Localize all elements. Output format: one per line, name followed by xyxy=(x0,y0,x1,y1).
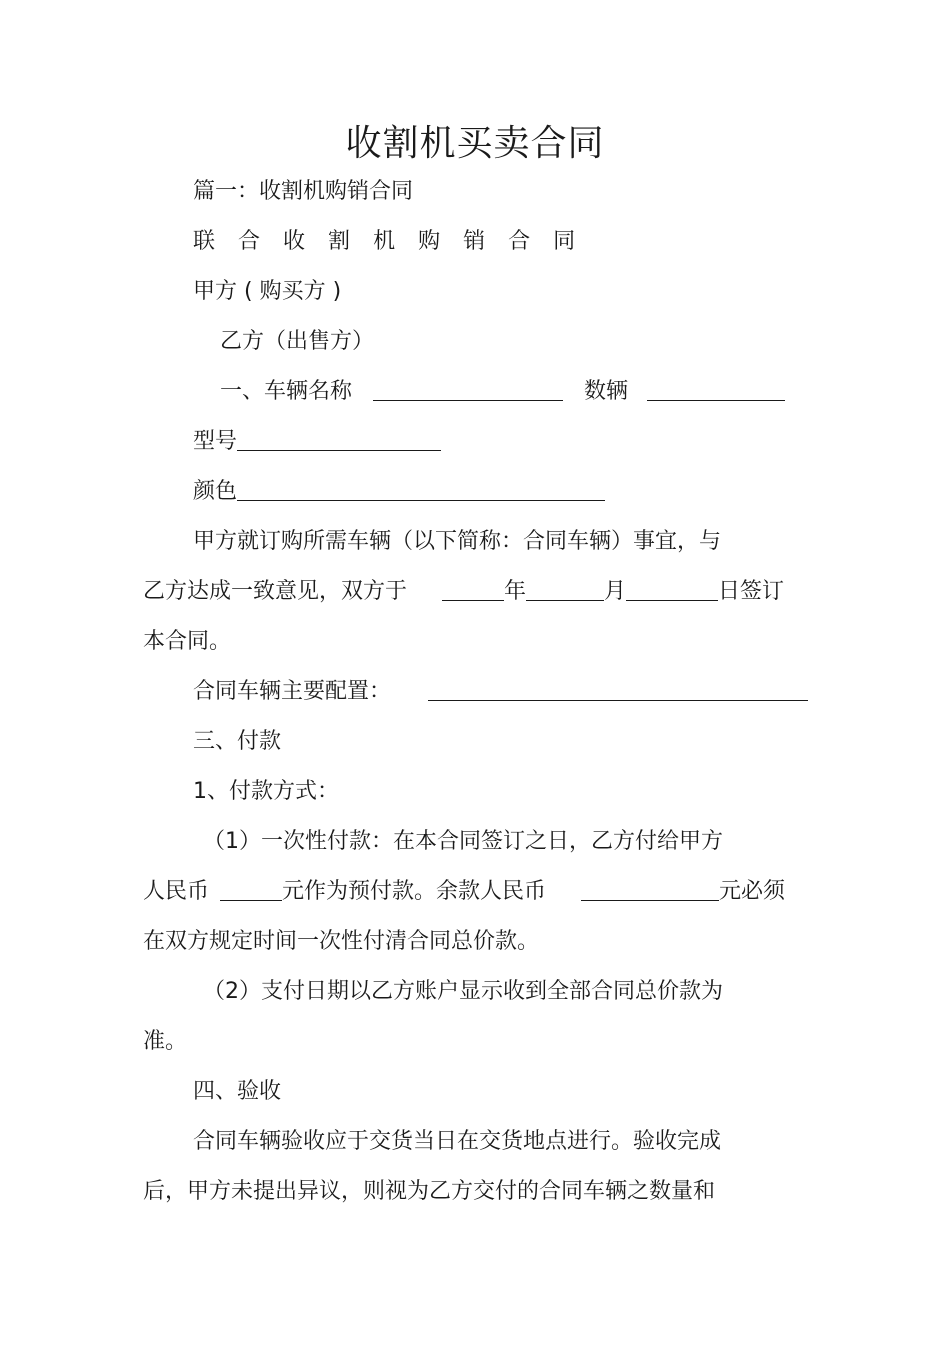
balance-text: 元必须 xyxy=(719,879,786,904)
signing-text: 乙方达成一致意见，双方于 xyxy=(143,579,408,604)
day-label: 日签订 xyxy=(718,579,785,604)
color-label: 颜色 xyxy=(193,479,238,504)
contract-heading-spaced xyxy=(193,226,591,258)
paragraph-line: 本合同。 xyxy=(143,629,232,654)
heading-char: 收 xyxy=(283,229,306,254)
configuration-blank xyxy=(428,676,808,701)
heading-char: 联 xyxy=(193,229,216,254)
model-label: 型号 xyxy=(193,429,238,454)
model-blank xyxy=(237,426,441,451)
configuration-label: 合同车辆主要配置： xyxy=(193,679,392,704)
vehicle-name-blank xyxy=(373,376,563,401)
subsection-heading: 1、付款方式： xyxy=(193,779,339,804)
vehicle-name-line xyxy=(220,376,785,408)
paragraph-line: 合同车辆验收应于交货当日在交货地点进行。验收完成 xyxy=(193,1129,722,1154)
configuration-line xyxy=(193,676,808,708)
party-a-line: 甲方 ( 购买方 ) xyxy=(193,279,342,304)
section-heading: 四、验收 xyxy=(193,1079,282,1104)
month-label: 月 xyxy=(604,579,627,604)
heading-char: 购 xyxy=(418,229,441,254)
heading-char: 合 xyxy=(238,229,261,254)
paragraph-line: 甲方就订购所需车辆（以下简称：合同车辆）事宜，与 xyxy=(193,529,722,554)
paragraph-line: 准。 xyxy=(143,1029,188,1054)
month-blank xyxy=(526,576,604,601)
paragraph-line: 在双方规定时间一次性付清合同总价款。 xyxy=(143,929,540,954)
heading-char: 销 xyxy=(463,229,486,254)
signing-date-line xyxy=(143,576,784,608)
day-blank xyxy=(626,576,718,601)
payment-amount-line xyxy=(143,876,785,908)
paragraph-line: 后，甲方未提出异议，则视为乙方交付的合同车辆之数量和 xyxy=(143,1179,716,1204)
subtitle-line: 篇一：收割机购销合同 xyxy=(193,179,414,204)
color-blank xyxy=(237,476,605,501)
color-line xyxy=(193,476,605,508)
year-label: 年 xyxy=(504,579,527,604)
balance-blank xyxy=(581,876,719,901)
heading-char: 合 xyxy=(508,229,531,254)
deposit-text: 元作为预付款。余款人民币 xyxy=(282,879,547,904)
quantity-label: 数辆 xyxy=(584,379,629,404)
document-title: 收割机买卖合同 xyxy=(345,123,605,164)
year-blank xyxy=(442,576,504,601)
heading-char: 割 xyxy=(328,229,351,254)
paragraph-line: （1）一次性付款：在本合同签订之日，乙方付给甲方 xyxy=(203,829,723,854)
heading-char: 机 xyxy=(373,229,396,254)
deposit-blank xyxy=(220,876,282,901)
section-heading: 三、付款 xyxy=(193,729,282,754)
model-line xyxy=(193,426,441,458)
vehicle-name-label: 一、车辆名称 xyxy=(220,379,353,404)
paragraph-line: （2）支付日期以乙方账户显示收到全部合同总价款为 xyxy=(203,979,723,1004)
rmb-label: 人民币 xyxy=(143,879,210,904)
party-b-line: 乙方（出售方） xyxy=(220,329,375,354)
heading-char: 同 xyxy=(553,229,576,254)
quantity-blank xyxy=(647,376,785,401)
